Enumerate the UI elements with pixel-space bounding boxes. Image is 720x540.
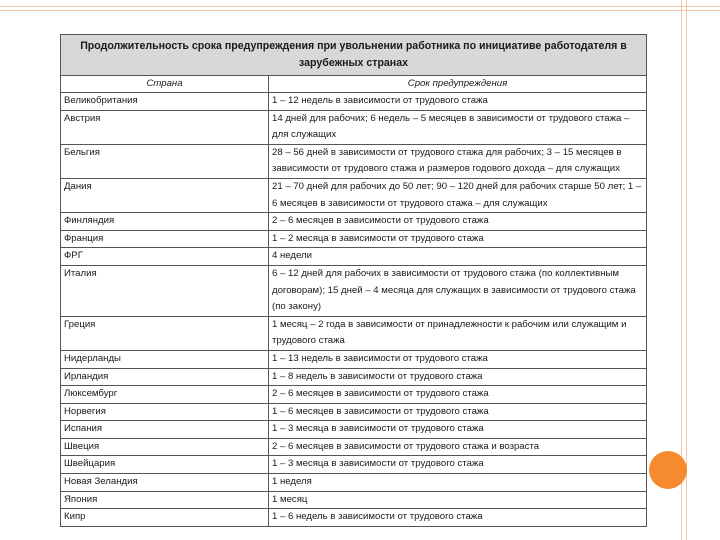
country-cell: Австрия xyxy=(61,110,269,144)
country-cell: Норвегия xyxy=(61,403,269,421)
column-header-country: Страна xyxy=(61,76,269,93)
notice-term-cell: 1 – 8 недель в зависимости от трудового стажа xyxy=(269,368,647,386)
table-row xyxy=(61,368,647,386)
country-cell: Новая Зеландия xyxy=(61,474,269,492)
table-row xyxy=(61,213,647,231)
table-row xyxy=(61,403,647,421)
table-body xyxy=(61,93,647,527)
table-row xyxy=(61,110,647,144)
notice-term-cell: 28 – 56 дней в зависимости от трудового стажа для рабочих; 3 – 15 месяцев в зависимости от трудового стажа и размеров годового дохода – для служащих xyxy=(269,144,647,178)
column-header-term: Срок предупреждения xyxy=(269,76,647,93)
table-row xyxy=(61,456,647,474)
notice-term-cell: 1 – 6 недель в зависимости от трудового стажа xyxy=(269,509,647,527)
country-cell: Япония xyxy=(61,491,269,509)
table-row xyxy=(61,474,647,492)
country-cell: Великобритания xyxy=(61,93,269,111)
table-row xyxy=(61,386,647,404)
notice-period-table xyxy=(60,34,647,527)
country-cell: ФРГ xyxy=(61,248,269,266)
country-cell: Испания xyxy=(61,421,269,439)
table-row xyxy=(61,350,647,368)
notice-term-cell: 4 недели xyxy=(269,248,647,266)
country-cell: Дания xyxy=(61,178,269,212)
country-cell: Греция xyxy=(61,316,269,350)
notice-term-cell: 2 – 6 месяцев в зависимости от трудового стажа и возраста xyxy=(269,438,647,456)
table-row xyxy=(61,144,647,178)
notice-period-table-container xyxy=(60,34,646,527)
notice-term-cell: 2 – 6 месяцев в зависимости от трудового стажа xyxy=(269,213,647,231)
country-cell: Италия xyxy=(61,265,269,316)
country-cell: Финляндия xyxy=(61,213,269,231)
country-cell: Франция xyxy=(61,230,269,248)
table-row xyxy=(61,93,647,111)
country-cell: Швеция xyxy=(61,438,269,456)
notice-term-cell: 1 – 3 месяца в зависимости от трудового стажа xyxy=(269,421,647,439)
frame-line-top xyxy=(0,6,720,7)
table-row xyxy=(61,509,647,527)
notice-term-cell: 1 – 13 недель в зависимости от трудового стажа xyxy=(269,350,647,368)
table-row xyxy=(61,248,647,266)
table-row xyxy=(61,421,647,439)
table-row xyxy=(61,178,647,212)
accent-circle xyxy=(649,451,687,489)
table-row xyxy=(61,491,647,509)
table-row xyxy=(61,316,647,350)
table-row xyxy=(61,265,647,316)
notice-term-cell: 1 неделя xyxy=(269,474,647,492)
frame-line-top-inner xyxy=(0,10,720,11)
notice-term-cell: 1 месяц xyxy=(269,491,647,509)
notice-term-cell: 21 – 70 дней для рабочих до 50 лет; 90 – 120 дней для рабочих старше 50 лет; 1 – 6 месяцев в зависимости от трудового стажа – для служащих xyxy=(269,178,647,212)
country-cell: Швейцария xyxy=(61,456,269,474)
notice-term-cell: 1 – 3 месяца в зависимости от трудового стажа xyxy=(269,456,647,474)
table-title: Продолжительность срока предупреждения при увольнении работника по инициативе работодателя в зарубежных странах xyxy=(61,35,647,76)
notice-term-cell: 6 – 12 дней для рабочих в зависимости от трудового стажа (по коллективным договорам); 15 дней – 4 месяца для служащих в зависимости от трудового стажа (по закону) xyxy=(269,265,647,316)
notice-term-cell: 2 – 6 месяцев в зависимости от трудового стажа xyxy=(269,386,647,404)
notice-term-cell: 1 – 12 недель в зависимости от трудового стажа xyxy=(269,93,647,111)
country-cell: Кипр xyxy=(61,509,269,527)
country-cell: Ирландия xyxy=(61,368,269,386)
notice-term-cell: 1 месяц – 2 года в зависимости от принадлежности к рабочим или служащим и трудового стажа xyxy=(269,316,647,350)
table-row xyxy=(61,230,647,248)
table-row xyxy=(61,438,647,456)
country-cell: Нидерланды xyxy=(61,350,269,368)
frame-line-right-outer xyxy=(686,0,687,540)
notice-term-cell: 14 дней для рабочих; 6 недель – 5 месяцев в зависимости от трудового стажа – для служащих xyxy=(269,110,647,144)
country-cell: Бельгия xyxy=(61,144,269,178)
notice-term-cell: 1 – 6 месяцев в зависимости от трудового стажа xyxy=(269,403,647,421)
country-cell: Люксембург xyxy=(61,386,269,404)
notice-term-cell: 1 – 2 месяца в зависимости от трудового стажа xyxy=(269,230,647,248)
